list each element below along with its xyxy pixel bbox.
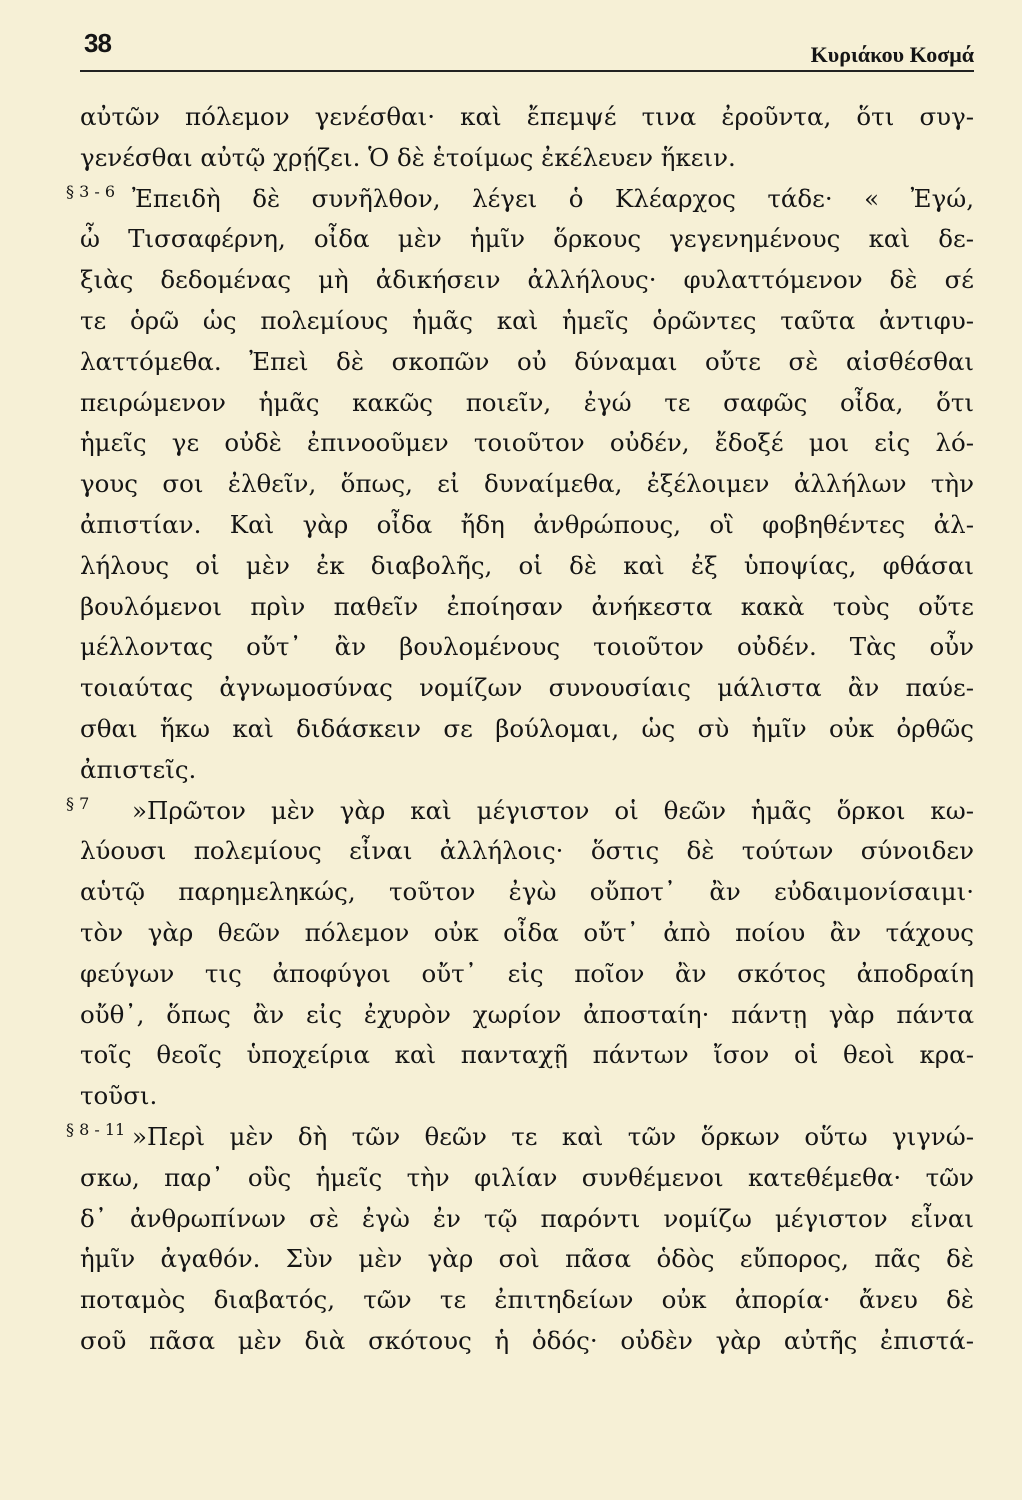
text-line: αὐτῶν πόλεμον γενέσθαι· καὶ ἔπεμψέ τινα ἐροῦντα, ὅτι συγ- <box>80 102 974 131</box>
text-line: ξιὰς δεδομένας μὴ ἀδικήσειν ἀλλήλους· φυλαττόμενον δὲ σέ <box>80 265 974 295</box>
text-line: βουλόμενοι πρὶν παθεῖν ἐποίησαν ἀνήκεστα κακὰ τοὺς οὔτε <box>80 591 974 621</box>
text-line: σοῦ πᾶσα μὲν διὰ σκότους ἡ ὁδός· οὐδὲν γὰρ αὐτῆς ἐπιστά- <box>80 1326 974 1355</box>
text-line: δ᾽ ἀνθρωπίνων σὲ ἐγὼ ἐν τῷ παρόντι νομίζω μέγιστον εἶναι <box>80 1203 974 1233</box>
page-number: 38 <box>84 28 111 58</box>
text-line: ὦ Τισσαφέρνη, οἶδα μὲν ἡμῖν ὅρκους γεγενημένους καὶ δε- <box>80 224 974 254</box>
text-line: τὸν γὰρ θεῶν πόλεμον οὐκ οἶδα οὔτ᾽ ἀπὸ ποίου ἂν τάχους <box>80 918 974 947</box>
text-line: τοῦσι. <box>80 1081 158 1111</box>
text-line: μέλλοντας οὔτ᾽ ἂν βουλομένους τοιοῦτον οὐδέν. Τὰς οὖν <box>80 632 974 662</box>
text-line: λήλους οἱ μὲν ἐκ διαβολῆς, οἱ δὲ καὶ ἐξ ὑποψίας, φθάσαι <box>80 550 974 580</box>
text-line: »Περὶ μὲν δὴ τῶν θεῶν τε καὶ τῶν ὅρκων οὕτω γιγνώ- <box>132 1122 974 1151</box>
header-rule <box>80 70 974 72</box>
text-line: »Πρῶτον μὲν γὰρ καὶ μέγιστον οἱ θεῶν ἡμᾶς ὅρκοι κω- <box>132 795 974 825</box>
text-line: τε ὁρῶ ὡς πολεμίους ἡμᾶς καὶ ἡμεῖς ὁρῶντες ταῦτα ἀντιφυ- <box>80 306 974 335</box>
text-line: αὑτῷ παρημεληκώς, τοῦτον ἐγὼ οὔποτ᾽ ἂν εὐδαιμονίσαιμι· <box>80 877 974 907</box>
section-marker: § 3 - 6 <box>66 181 116 201</box>
running-head: Κυριάκου Κοσμά <box>810 42 974 67</box>
section-marker: § 8 - 11 <box>66 1120 126 1139</box>
text-line: Ἐπειδὴ δὲ συνῆλθον, λέγει ὁ Κλέαρχος τάδε· « Ἐγώ, <box>132 183 974 213</box>
text-line: ποταμὸς διαβατός, τῶν τε ἐπιτηδείων οὐκ ἀπορία· ἄνευ δὲ <box>80 1285 974 1315</box>
text-line: γενέσθαι αὐτῷ χρῄζει. Ὁ δὲ ἑτοίμως ἐκέλευεν ἥκειν. <box>80 142 736 172</box>
text-line: πειρώμενον ἡμᾶς κακῶς ποιεῖν, ἐγώ τε σαφῶς οἶδα, ὅτι <box>80 387 974 417</box>
section-marker: § 7 <box>66 793 90 813</box>
text-line: ἀπιστεῖς. <box>80 754 197 784</box>
text-line: ἡμῖν ἀγαθόν. Σὺν μὲν γὰρ σοὶ πᾶσα ὁδὸς εὔπορος, πᾶς δὲ <box>80 1244 974 1274</box>
text-line: γους σοι ἐλθεῖν, ὅπως, εἰ δυναίμεθα, ἐξέλοιμεν ἀλλήλων τὴν <box>80 469 974 499</box>
text-line: σκω, παρ᾽ οὓς ἡμεῖς τὴν φιλίαν συνθέμενοι κατεθέμεθα· τῶν <box>80 1162 974 1192</box>
text-line: σθαι ἥκω καὶ διδάσκειν σε βούλομαι, ὡς σὺ ἡμῖν οὐκ ὀρθῶς <box>80 714 974 743</box>
text-line: φεύγων τις ἀποφύγοι οὔτ᾽ εἰς ποῖον ἂν σκότος ἀποδραίη <box>80 958 974 988</box>
text-line: ἀπιστίαν. Καὶ γὰρ οἶδα ἤδη ἀνθρώπους, οἳ φοβηθέντες ἀλ- <box>80 510 974 539</box>
text-line: λαττόμεθα. Ἐπεὶ δὲ σκοπῶν οὐ δύναμαι οὔτε σὲ αἰσθέσθαι <box>80 346 974 376</box>
text-line: ἡμεῖς γε οὐδὲ ἐπινοοῦμεν τοιοῦτον οὐδέν, ἔδοξέ μοι εἰς λό- <box>80 428 974 458</box>
text-line: τοιαύτας ἀγνωμοσύνας νομίζων συνουσίαις μάλιστα ἂν παύε- <box>80 673 974 703</box>
page-header <box>80 26 974 70</box>
text-line: τοῖς θεοῖς ὑποχείρια καὶ πανταχῇ πάντων ἴσον οἱ θεοὶ κρα- <box>80 1040 974 1070</box>
text-line: οὔθ᾽, ὅπως ἂν εἰς ἐχυρὸν χωρίον ἀποσταίη· πάντῃ γὰρ πάντα <box>80 999 974 1029</box>
text-line: λύουσι πολεμίους εἶναι ἀλλήλοις· ὅστις δὲ τούτων σύνοιδεν <box>80 836 974 866</box>
